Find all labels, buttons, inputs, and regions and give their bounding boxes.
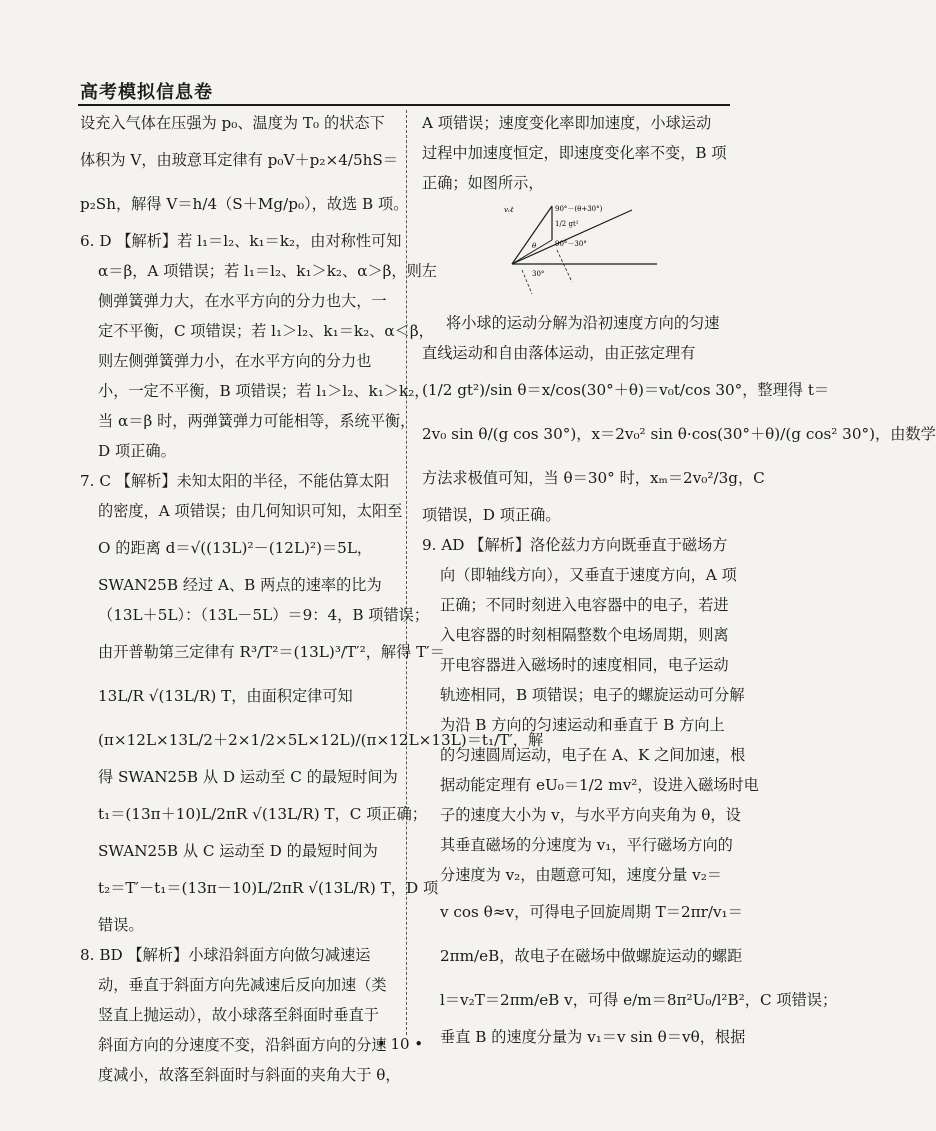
text-line: 13L/R √(13L/R) T，由面积定律可知 [98,687,353,705]
answer-7-line: 7. C 【解析】未知太阳的半径，不能估算太阳 [80,472,390,490]
dimension-line [557,250,572,282]
text-line: （13L＋5L）：（13L－5L）＝9：4，B 项错误； [98,606,430,624]
text-line: 竖直上抛运动），故小球落至斜面时垂直于 [98,1006,379,1024]
answer-8-line: 8. BD 【解析】小球沿斜面方向做匀减速运 [80,946,371,964]
text-line: t₂＝T′－t₁＝(13π－10)L/2πR √(13L/R) T，D 项 [98,879,439,897]
text-line: 设充入气体在压强为 p₀、温度为 T₀ 的状态下 [80,114,385,132]
text-line: 动，垂直于斜面方向先减速后反向加速（类 [98,976,387,994]
text-line: 入电容器的时刻相隔整数个电场周期，则离 [440,626,729,644]
label-mid-angle: 90°－30° [555,240,587,248]
text-line: p₂Sh，解得 V＝h/4（S＋Mg/p₀），故选 B 项。 [80,195,409,213]
text-line: 错误。 [98,916,144,934]
label-gt: 1/2 gt² [555,220,579,228]
text-line: 过程中加速度恒定，即速度变化率不变，B 项 [422,144,727,162]
text-line: 向（即轴线方向），又垂直于速度方向，A 项 [440,566,737,584]
text-line: 由开普勒第三定律有 R³/T²＝(13L)³/T′²，解得 T′＝ [98,643,445,661]
text-line: 当 α＝β 时，两弹簧弹力可能相等，系统平衡， [98,412,416,430]
text-line: (1/2 gt²)/sin θ＝x/cos(30°＋θ)＝v₀t/cos 30°，整理得 t＝ [422,381,830,399]
text-line: 垂直 B 的速度分量为 v₁＝v sin θ＝vθ，根据 [440,1028,746,1046]
text-line: 则左侧弹簧弹力小，在水平方向的分力也 [98,352,372,370]
text-line: (π×12L×13L/2＋2×1/2×5L×12L)/(π×12L×13L)＝t₁/T′，解 [98,731,544,749]
dimension-line [522,270,532,294]
label-top-angle: 90°－(θ+30°) [555,205,603,213]
right-column [422,108,936,1052]
text-line: 为沿 B 方向的匀速运动和垂直于 B 方向上 [440,716,725,734]
text-line: α＝β，A 项错误；若 l₁＝l₂、k₁＞k₂、α＞β，则左 [98,262,437,280]
text-line: v cos θ≈v，可得电子回旋周期 T＝2πr/v₁＝ [440,903,743,921]
text-line: A 项错误；速度变化率即加速度，小球运动 [422,114,712,132]
text-line: 据动能定理有 eU₀＝1/2 mv²，设进入磁场时电 [440,776,759,794]
text-line: 2v₀ sin θ/(g cos 30°)，x＝2v₀² sin θ·cos(30°＋θ)/(g cos² 30°)，由数学 [422,425,936,443]
text-line: 将小球的运动分解为沿初速度方向的匀速 [446,314,720,332]
header-rule [78,104,730,106]
answer-9-line: 9. AD 【解析】洛伦兹力方向既垂直于磁场方 [422,536,728,554]
text-line: 得 SWAN25B 从 D 运动至 C 的最短时间为 [98,768,398,786]
page-number: • 10 • [376,1035,424,1053]
answer-6-line: 6. D 【解析】若 l₁＝l₂、k₁＝k₂，由对称性可知 [80,232,402,250]
text-line: 开电容器进入磁场时的速度相同，电子运动 [440,656,729,674]
label-theta: θ [532,242,537,250]
text-line: 斜面方向的分速度不变，沿斜面方向的分速 [98,1036,387,1054]
text-line: 的匀速圆周运动，电子在 A、K 之间加速，根 [440,746,746,764]
label-30: 30° [532,270,545,278]
text-line: 直线运动和自由落体运动，由正弦定理有 [422,344,696,362]
text-line: 侧弹簧弹力大，在水平方向的分力也大，一 [98,292,387,310]
text-line: l＝v₂T＝2πm/eB v，可得 e/m＝8π²U₀/l²B²，C 项错误； [440,991,838,1009]
text-line: 项错误，D 项正确。 [422,506,561,524]
text-line: 正确；如图所示， [422,174,544,192]
text-line: 其垂直磁场的分速度为 v₁，平行磁场方向的 [440,836,733,854]
text-line: D 项正确。 [98,442,176,460]
text-line: 轨迹相同，B 项错误；电子的螺旋运动可分解 [440,686,745,704]
text-line: 正确；不同时刻进入电容器中的电子，若进 [440,596,729,614]
text-line: 2πm/eB，故电子在磁场中做螺旋运动的螺距 [440,947,743,965]
text-line: SWAN25B 经过 A、B 两点的速率的比为 [98,576,382,594]
text-line: 子的速度大小为 v，与水平方向夹角为 θ，设 [440,806,741,824]
text-line: 分速度为 v₂，由题意可知，速度分量 v₂＝ [440,866,722,884]
text-line: 度减小，故落至斜面时与斜面的夹角大于 θ， [98,1066,401,1084]
text-line: t₁＝(13π＋10)L/2πR √(13L/R) T，C 项正确； [98,805,427,823]
text-line: SWAN25B 从 C 运动至 D 的最短时间为 [98,842,378,860]
text-line: 方法求极值可知，当 θ＝30° 时，xₘ＝2v₀²/3g，C [422,469,765,487]
text-line: 的密度，A 项错误；由几何知识可知，太阳至 [98,502,403,520]
text-line: 定不平衡，C 项错误；若 l₁＞l₂、k₁＝k₂、α＜β， [98,322,434,340]
label-v0t: v₀t [504,206,514,214]
projectile-diagram [502,202,662,302]
text-line: O 的距离 d＝√((13L)²－(12L)²)＝5L， [98,539,373,557]
page-header-title: 高考模拟信息卷 [80,82,213,103]
text-line: 体积为 V，由玻意耳定律有 p₀V＋p₂×4/5hS＝ [80,151,399,169]
text-line: 小，一定不平衡，B 项错误；若 l₁＞l₂、k₁＞k₂， [98,382,430,400]
